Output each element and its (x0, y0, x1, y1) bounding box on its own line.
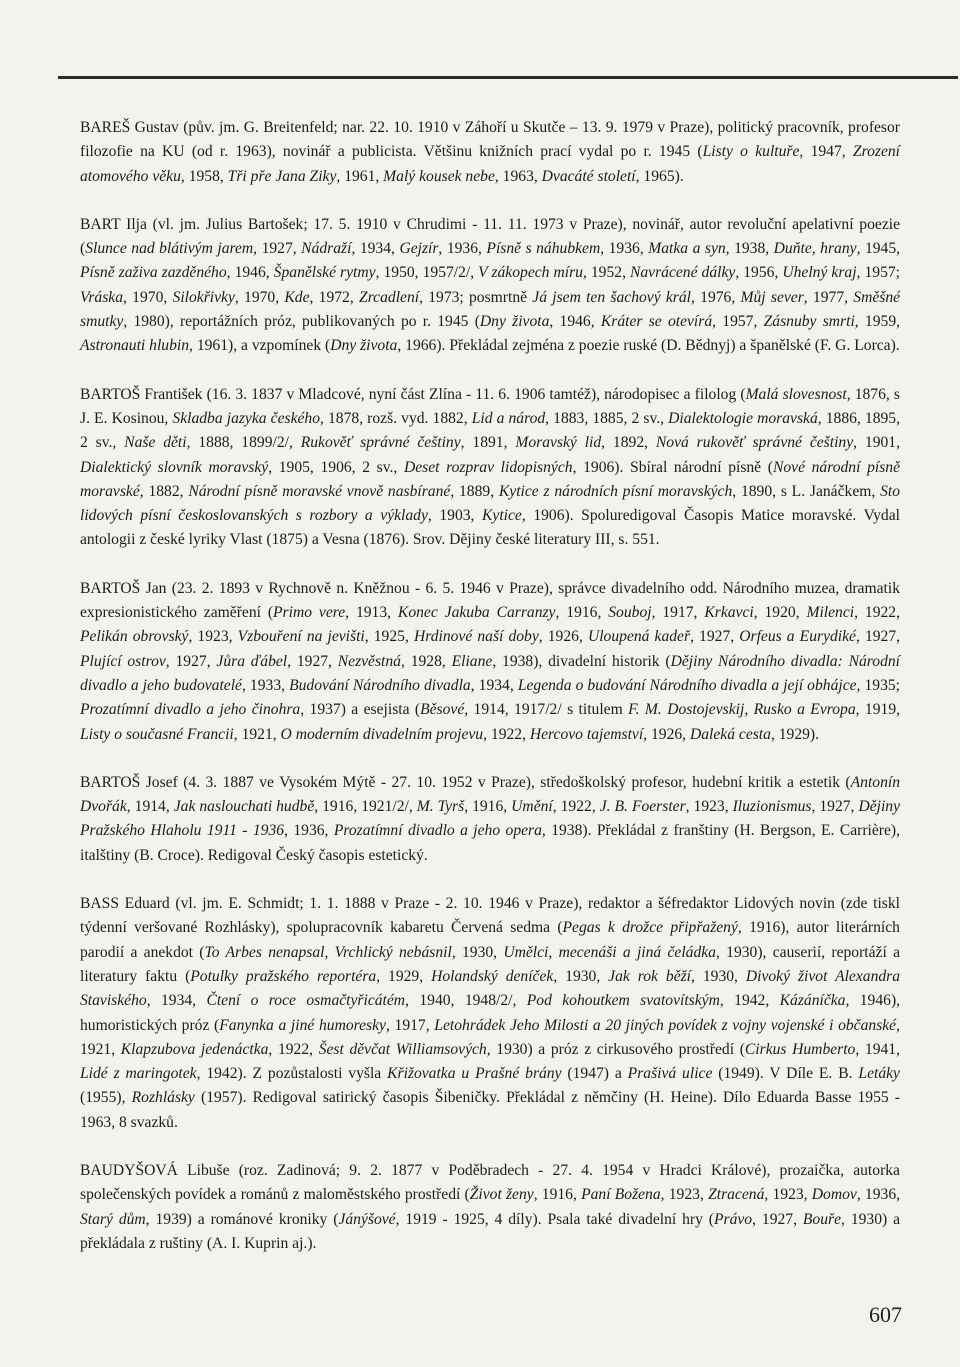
entry-baudysova-libuse (80, 1159, 900, 1256)
entry-bares-gustav (80, 116, 900, 189)
entry-text (80, 383, 900, 553)
entry-name: BARTOŠ Josef (80, 773, 178, 791)
entry-paragraph: (16. 3. 1837 v Mladcové, nyní část Zlína - 11. 6. 1906 tamtéž), národopisec a filolog (Malá slovesnost, 1876, s J. E. Kosinou, Skladba jazyka českého, 1878, rozš. vyd. 1882, Lid a národ, 1883, 1885, 2 sv., Dialektologie moravská, 1886, 1895, 2 sv., Naše děti, 1888, 1899/2/, Rukověť správné češtiny, 1891, Moravský lid, 1892, Nová rukověť správné češtiny, 1901, Dialektický slovník moravský, 1905, 1906, 2 sv., Deset rozprav lidopisných, 1906). Sbíral národní písně (Nové národní písně moravské, 1882, Národní písně moravské vnově nasbírané, 1889, Kytice z národních písní moravských, 1890, s L. Janáčkem, Sto lidových písní českoslovanských s rozbory a výklady, 1903, Kytice, 1906). Spoluredigoval Časopis Matice moravské. Vydal antologii z české lyriky Vlast (1875) a Vesna (1876). Srov. Dějiny české literatury III, s. 551. (80, 385, 900, 549)
entry-text (80, 892, 900, 1135)
entry-paragraph: (roz. Zadinová; 9. 2. 1877 v Poděbradech - 27. 4. 1954 v Hradci Králové), prozaička, autorka společenských povídek a románů z maloměstského prostředí (Život ženy, 1916, Paní Božena, 1923, Ztracená, 1923, Domov, 1936, Starý dům, 1939) a románové kroniky (Jánýšové, 1919 - 1925, 4 díly). Psala také divadelní hry (Právo, 1927, Bouře, 1930) a překládala z ruštiny (A. I. Kuprin aj.). (80, 1161, 901, 1252)
entry-bass-eduard (80, 892, 900, 1135)
entry-text (80, 1159, 900, 1256)
entry-text (80, 213, 900, 359)
entry-bartos-josef (80, 771, 900, 868)
entry-name: BARTOŠ František (80, 385, 203, 403)
header-rule (58, 76, 958, 79)
page-number: 607 (869, 1302, 902, 1327)
entry-text (80, 577, 900, 747)
entry-bartos-jan (80, 577, 900, 747)
entry-name: BARTOŠ Jan (80, 579, 167, 597)
entry-bart-ilja (80, 213, 900, 359)
dictionary-page-body (80, 116, 900, 1280)
entry-bartos-frantisek (80, 383, 900, 553)
entry-paragraph: (23. 2. 1893 v Rychnově n. Kněžnou - 6. 5. 1946 v Praze), správce divadelního odd. Národního muzea, dramatik expresionistického zaměření (Primo vere, 1913, Konec Jakuba Carranzy, 1916, Souboj, 1917, Krkavci, 1920, Milenci, 1922, Pelikán obrovský, 1923, Vzbouření na jevišti, 1925, Hrdinové naší doby, 1926, Uloupená kadeř, 1927, Orfeus a Eurydiké, 1927, Plující ostrov, 1927, Jůra ďábel, 1927, Nezvěstná, 1928, Eliane, 1938), divadelní historik (Dějiny Národního divadla: Národní divadlo a jeho budovatelé, 1933, Budování Národního divadla, 1934, Legenda o budování Národního divadla a její obhájce, 1935; Prozatímní divadlo a jeho činohra, 1937) a esejista (Běsové, 1914, 1917/2/ s titulem F. M. Dostojevskij, Rusko a Evropa, 1919, Listy o současné Francii, 1921, O moderním divadelním projevu, 1922, Hercovo tajemství, 1926, Daleká cesta, 1929). (80, 579, 901, 743)
entry-name: BART Ilja (80, 215, 147, 233)
entry-paragraph: (4. 3. 1887 ve Vysokém Mýtě - 27. 10. 1952 v Praze), středoškolský profesor, hudební kritik a estetik (Antonín Dvořák, 1914, Jak naslouchati hudbě, 1916, 1921/2/, M. Tyrš, 1916, Umění, 1922, J. B. Foerster, 1923, Iluzionismus, 1927, Dějiny Pražského Hlaholu 1911 - 1936, 1936, Prozatímní divadlo a jeho opera, 1938). Překládal z franštiny (H. Bergson, E. Carrière), italštiny (B. Croce). Redigoval Český časopis estetický. (80, 773, 901, 864)
entry-name: BAREŠ Gustav (80, 119, 179, 136)
entry-text (80, 116, 900, 189)
entry-paragraph: (pův. jm. G. Breitenfeld; nar. 22. 10. 1910 v Záhoří u Skutče – 13. 9. 1979 v Praze), politický pracovník, profesor filozofie na KU (od r. 1963), novinář a publicista. Většinu knižních prací vydal po r. 1945 (Listy o kultuře, 1947, Zrození atomového věku, 1958, Tři pře Jana Ziky, 1961, Malý kousek nebe, 1963, Dvacáté století, 1965). (80, 119, 900, 185)
entry-paragraph: (vl. jm. E. Schmidt; 1. 1. 1888 v Praze - 2. 10. 1946 v Praze), redaktor a šéfredaktor Lidových novin (zde tiskl týdenní veršované Rozhlásky), spolupracovník kabaretu Červená sedma (Pegas k drožce připřažený, 1916), autor literárních parodií a anekdot (To Arbes nenapsal, Vrchlický nebásnil, 1930, Umělci, mecenáši a jiná čeládka, 1930), causerií, reportáží a literatury faktu (Potulky pražského reportéra, 1929, Holandský deníček, 1930, Jak rok běží, 1930, Divoký život Alexandra Staviského, 1934, Čtení o roce osmačtyřicátém, 1940, 1948/2/, Pod kohoutkem svatovítským, 1942, Kázáníčka, 1946), humoristických próz (Fanynka a jiné humoresky, 1917, Letohrádek Jeho Milosti a 20 jiných povídek z vojny vojenské i občanské, 1921, Klapzubova jedenáctka, 1922, Šest děvčat Williamsových, 1930) a próz z cirkusového prostředí (Cirkus Humberto, 1941, Lidé z maringotek, 1942). Z pozůstalosti vyšla Křižovatka u Prašné brány (1947) a Prašivá ulice (1949). V Díle E. B. Letáky (1955), Rozhlásky (1957). Redigoval satirický časopis Šibeničky. Překládal z němčiny (H. Heine). Dílo Eduarda Basse 1955 - 1963, 8 svazků. (80, 895, 901, 1131)
entry-name: BASS Eduard (80, 895, 170, 913)
entry-text (80, 771, 900, 868)
entry-paragraph: (vl. jm. Julius Bartošek; 17. 5. 1910 v Chrudimi - 11. 11. 1973 v Praze), novinář, autor revoluční apelativní poezie (Slunce nad blátivým jarem, 1927, Nádraží, 1934, Gejzír, 1936, Písně s náhubkem, 1936, Matka a syn, 1938, Duňte, hrany, 1945, Písně zaživa zazděného, 1946, Španělské rytmy, 1950, 1957/2/, V zákopech míru, 1952, Navrácené dálky, 1956, Uhelný kraj, 1957; Vráska, 1970, Silokřivky, 1970, Kde, 1972, Zrcadlení, 1973; posmrtně Já jsem ten šachový král, 1976, Můj sever, 1977, Směšné smutky, 1980), reportážních próz, publikovaných po r. 1945 (Dny života, 1946, Kráter se otevírá, 1957, Zásnuby smrti, 1959, Astronauti hlubin, 1961), a vzpomínek (Dny života, 1966). Překládal zejména z poezie ruské (D. Bědnyj) a španělské (F. G. Lorca). (80, 215, 901, 355)
entry-name: BAUDYŠOVÁ Libuše (80, 1161, 230, 1179)
